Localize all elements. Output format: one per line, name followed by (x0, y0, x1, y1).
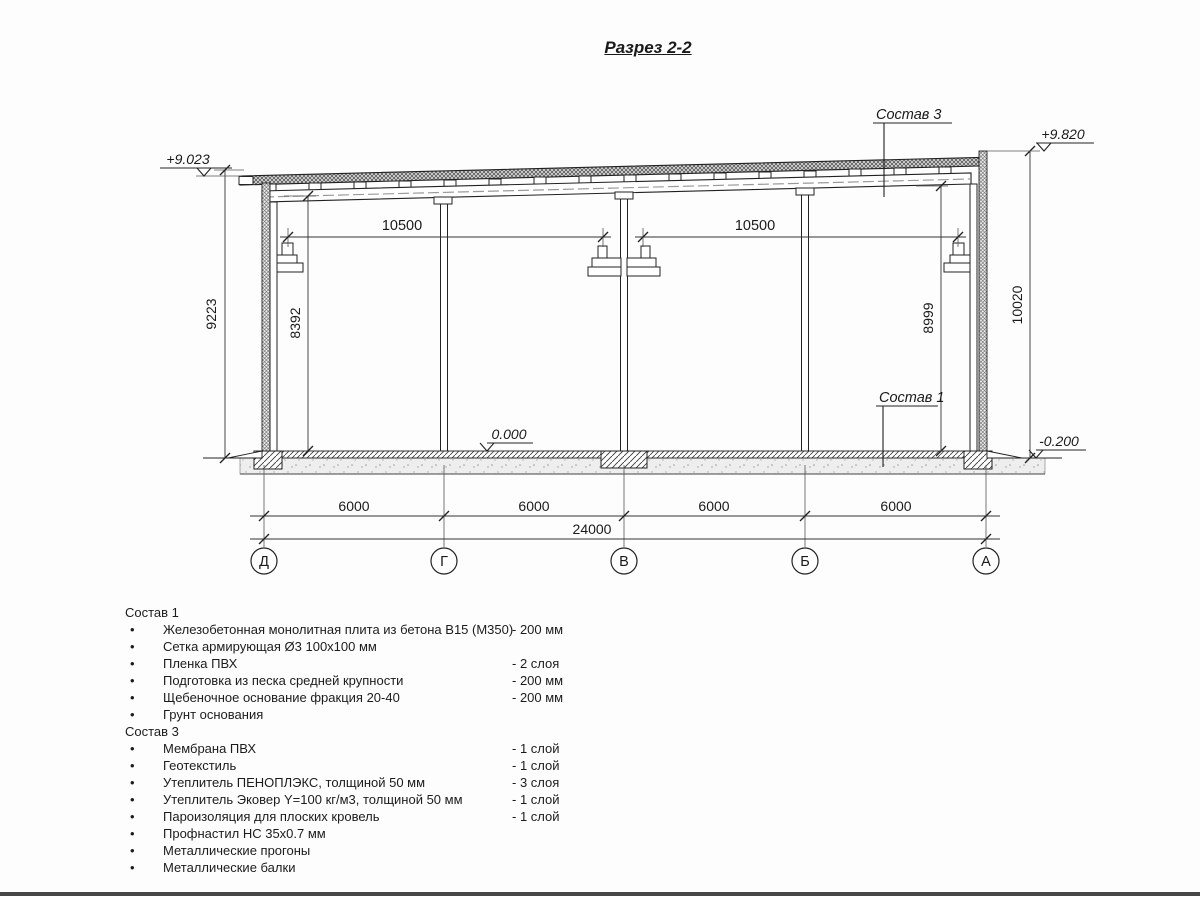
axis-label-g: Г (440, 554, 448, 570)
dim-bay-1: 6000 (338, 498, 370, 514)
elevation-right-bottom-value: -0.200 (1039, 433, 1079, 449)
note-name: Геотекстиль (163, 758, 237, 773)
axis-label-a: А (981, 554, 991, 570)
callout-floor-label: Состав 1 (879, 390, 945, 406)
elevation-right-top (987, 126, 1094, 151)
note-name: Профнастил НС 35х0.7 мм (163, 826, 326, 841)
right-wall-panel (979, 151, 987, 458)
floor-slab (203, 451, 1062, 474)
note-name: Пленка ПВХ (163, 656, 238, 671)
note-item (125, 689, 595, 706)
column-capital (434, 197, 452, 204)
note-name: Грунт основания (163, 707, 264, 722)
note-item (125, 740, 595, 757)
note-value: - 1 слой (512, 758, 560, 773)
bullet-icon: • (130, 690, 135, 705)
note-value: - 3 слоя (512, 775, 560, 790)
note-item (125, 621, 595, 638)
note-value: - 1 слой (512, 741, 560, 756)
bullet-icon: • (130, 809, 135, 824)
elevation-left-top (160, 151, 242, 176)
dim-bay-3: 6000 (698, 498, 730, 514)
dim-left-inner: 8392 (287, 307, 303, 339)
note-name: Металлические прогоны (163, 843, 311, 858)
note-item (125, 842, 595, 859)
elevation-zero-value: 0.000 (491, 426, 527, 442)
dim-total: 24000 (572, 521, 612, 537)
note-name: Подготовка из песка средней крупности (163, 673, 404, 688)
bullet-icon: • (130, 775, 135, 790)
note-value: - 200 мм (512, 622, 564, 637)
dim-right-outer: 10020 (1009, 285, 1025, 325)
note-value: - 200 мм (512, 673, 564, 688)
notes-heading-sostav1: Состав 1 (125, 605, 179, 620)
note-name: Утеплитель ПЕНОПЛЭКС, толщиной 50 мм (163, 775, 426, 790)
material-notes (125, 604, 595, 876)
note-item (125, 774, 595, 791)
axis-label-d: Д (259, 554, 269, 570)
axis-label-b: Б (800, 554, 810, 570)
axis-grid (250, 465, 1000, 574)
section-title-text: Разрез 2-2 (604, 38, 692, 57)
bullet-icon: • (130, 860, 135, 875)
column-b (802, 195, 809, 451)
elevation-right-top-value: +9.820 (1041, 126, 1085, 142)
dim-bay-4: 6000 (880, 498, 912, 514)
note-name: Сетка армирующая Ø3 100х100 мм (163, 639, 377, 654)
note-value: - 1 слой (512, 792, 560, 807)
bullet-icon: • (130, 656, 135, 671)
note-item (125, 638, 595, 655)
elevation-left-top-value: +9.023 (166, 151, 210, 167)
dim-right-inner: 8999 (920, 302, 936, 334)
note-item (125, 825, 595, 842)
note-value: - 200 мм (512, 690, 564, 705)
note-item (125, 672, 595, 689)
dim-span-right: 10500 (734, 218, 776, 234)
elevation-right-bottom (1029, 433, 1086, 458)
elevation-floor-zero (480, 426, 533, 451)
bullet-icon: • (130, 758, 135, 773)
note-name: Железобетонная монолитная плита из бетона В15 (М350) (163, 622, 514, 637)
dim-left-outer: 9223 (203, 298, 219, 330)
bullet-icon: • (130, 639, 135, 654)
note-item (125, 808, 595, 825)
bullet-icon: • (130, 792, 135, 807)
bullet-icon: • (130, 622, 135, 637)
note-item (125, 791, 595, 808)
column-capital (796, 188, 814, 195)
bullet-icon: • (130, 741, 135, 756)
note-item (125, 655, 595, 672)
dim-bay-2: 6000 (518, 498, 550, 514)
dim-span-left: 10500 (381, 218, 423, 234)
note-name: Мембрана ПВХ (163, 741, 257, 756)
sheet-bottom-border (0, 892, 1200, 896)
note-item (125, 859, 595, 876)
column-g (441, 204, 448, 451)
left-wall-panel (262, 183, 270, 458)
note-name: Утеплитель Эковер Y=100 кг/м3, толщиной 50 мм (163, 792, 463, 807)
roof-structure (239, 158, 979, 203)
axis-label-v: В (619, 554, 629, 570)
note-item (125, 757, 595, 774)
note-value: - 2 слоя (512, 656, 560, 671)
apron-right (987, 451, 1022, 458)
column-capital (615, 192, 633, 199)
column-v (621, 199, 628, 451)
bullet-icon: • (130, 673, 135, 688)
note-name: Щебеночное основание фракция 20-40 (163, 690, 400, 705)
left-wall-column (270, 202, 277, 451)
bullet-icon: • (130, 843, 135, 858)
bullet-icon: • (130, 826, 135, 841)
roof-edge-trim (239, 177, 253, 185)
right-wall-column (970, 184, 977, 451)
bullet-icon: • (130, 707, 135, 722)
note-name: Металлические балки (163, 860, 296, 875)
notes-heading-sostav3: Состав 3 (125, 724, 179, 739)
apron-left (228, 451, 262, 458)
note-value: - 1 слой (512, 809, 560, 824)
callout-roof-label: Состав 3 (876, 107, 942, 123)
note-name: Пароизоляция для плоских кровель (163, 809, 380, 824)
note-item (125, 706, 595, 723)
